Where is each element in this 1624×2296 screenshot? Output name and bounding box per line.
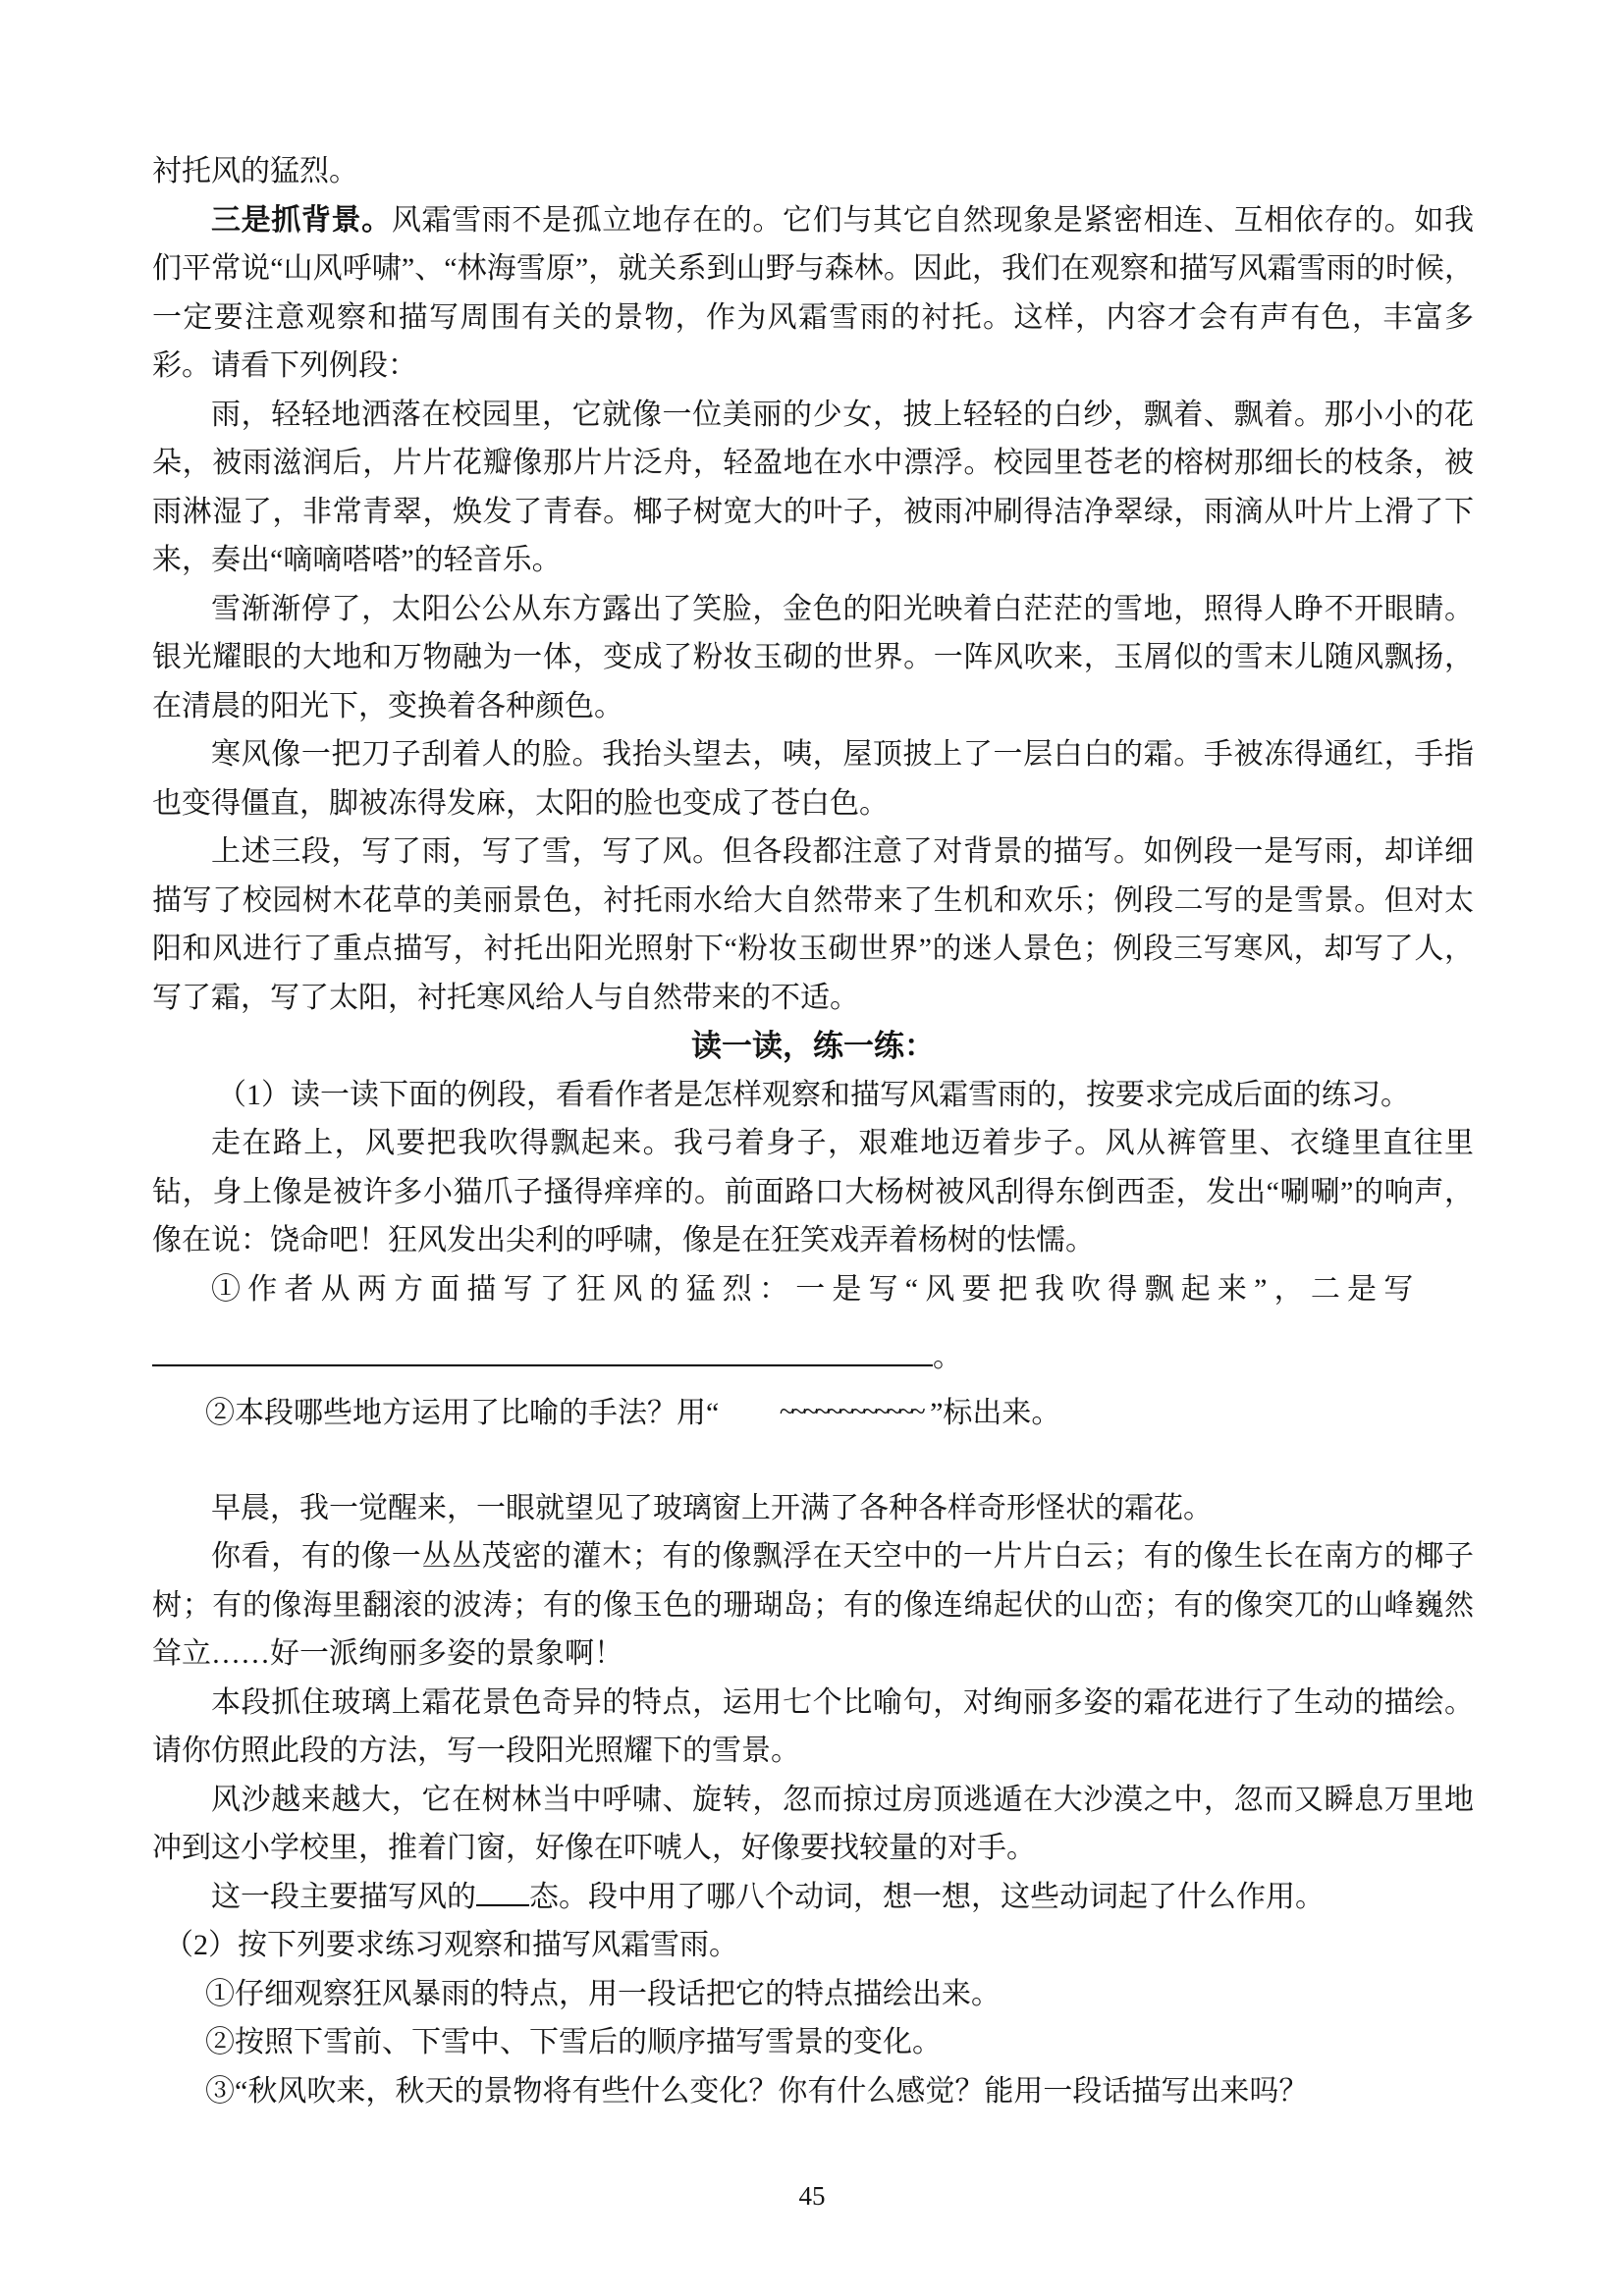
question-1-sub2-pre: ②本段哪些地方运用了比喻的手法？用“ <box>205 1397 727 1429</box>
frost-comment-paragraph: 本段抓住玻璃上霜花景色奇异的特点，运用七个比喻句，对绚丽多姿的霜花进行了生动的描绘。请你仿照此段的方法，写一段阳光照耀下的雪景。 <box>152 1685 1474 1767</box>
section-three-paragraph <box>152 196 1474 391</box>
verbs-question-row <box>152 1873 1474 1922</box>
question-1-intro: （1）读一读下面的例段，看看作者是怎样观察和描写风霜雪雨的，按要求完成后面的练习。 <box>217 1078 1410 1111</box>
question-1-passage: 走在路上，风要把我吹得飘起来。我弓着身子，艰难地迈着步子。风从裤管里、衣缝里直往里钻，身上像是被许多小猫爪子搔得痒痒的。前面路口大杨树被风刮得东倒西歪，发出“唰唰”的响声，像在说：饶命吧！狂风发出尖利的呼啸，像是在狂笑戏弄着杨树的怯懦。 <box>152 1127 1474 1256</box>
question-2-intro: （2）按下列要求练习观察和描写风霜雪雨。 <box>164 1929 738 1961</box>
frost-passage-line2: 你看，有的像一丛丛茂密的灌木；有的像飘浮在天空中的一片片白云；有的像生长在南方的椰子树；有的像海里翻滚的波涛；有的像玉色的珊瑚岛；有的像连绵起伏的山峦；有的像突兀的山峰巍然耸立……好一派绚丽多姿的景象啊！ <box>152 1540 1474 1670</box>
page-number: 45 <box>798 2181 826 2211</box>
summary-paragraph: 上述三段，写了雨，写了雪，写了风。但各段都注意了对背景的描写。如例段一是写雨，却详细描写了校园树木花草的美丽景色，衬托雨水给大自然带来了生机和欢乐；例段二写的是雪景。但对太阳和风进行了重点描写，衬托出阳光照射下“粉妆玉砌世界”的迷人景色；例段三写寒风，却写了人，写了霜，写了太阳，衬托寒风给人与自然带来的不适。 <box>152 835 1474 1014</box>
practice-heading: 读一读，练一练： <box>691 1029 935 1063</box>
sandstorm-passage: 风沙越来越大，它在树林当中呼啸、旋转，忽而掠过房顶逃遁在大沙漠之中，忽而又瞬息万里地冲到这小学校里，推着门窗，好像在吓唬人，好像要找较量的对手。 <box>152 1783 1474 1864</box>
question-2-sub3: ③“秋风吹来，秋天的景物将有些什么变化？你有什么感觉？能用一段话描写出来吗？ <box>205 2074 1309 2108</box>
frost-passage-line1: 早晨，我一觉醒来，一眼就望见了玻璃窗上开满了各种各样奇形怪状的霜花。 <box>211 1491 1213 1524</box>
answer-blank-line <box>152 1335 933 1366</box>
question-2-sub2: ②按照下雪前、下雪中、下雪后的顺序描写雪景的变化。 <box>205 2026 942 2058</box>
question-1-sub1: ①作者从两方面描写了狂风的猛烈：一是写“风要把我吹得飘起来”，二是写 <box>211 1272 1421 1306</box>
paragraph-continuation: 衬托风的猛烈。 <box>152 155 358 187</box>
question-1-sub2 <box>152 1389 1474 1439</box>
fill-in-blank-short <box>476 1877 529 1906</box>
question-1-sub2-post: ”标出来。 <box>922 1397 1061 1429</box>
verbs-question-pre: 这一段主要描写风的 <box>211 1880 476 1913</box>
blank-line-spacer <box>152 1439 1474 1484</box>
wavy-underline-mark: ~~~~~~~~~~~~ <box>779 1397 923 1427</box>
page-content <box>152 147 1474 2115</box>
section-three-heading: 三是抓背景。 <box>211 203 392 237</box>
example-paragraph-wind: 寒风像一把刀子刮着人的脸。我抬头望去，咦，屋顶披上了一层白白的霜。手被冻得通红，手指也变得僵直，脚被冻得发麻，太阳的脸也变成了苍白色。 <box>152 738 1474 820</box>
example-paragraph-snow: 雪渐渐停了，太阳公公从东方露出了笑脸，金色的阳光映着白茫茫的雪地，照得人睁不开眼睛。银光耀眼的大地和万物融为一体，变成了粉妆玉砌的世界。一阵风吹来，玉屑似的雪末儿随风飘扬，在清晨的阳光下，变换着各种颜色。 <box>152 592 1474 722</box>
example-paragraph-rain: 雨，轻轻地洒落在校园里，它就像一位美丽的少女，披上轻轻的白纱，飘着、飘着。那小小的花朵，被雨滋润后，片片花瓣像那片片泛舟，轻盈地在水中漂浮。校园里苍老的榕树那细长的枝条，被雨淋湿了，非常青翠，焕发了青春。椰子树宽大的叶子，被雨冲刷得洁净翠绿，雨滴从叶片上滑了下来，奏出“嘀嘀嗒嗒”的轻音乐。 <box>152 398 1474 576</box>
section-three-body: 风霜雪雨不是孤立地存在的。它们与其它自然现象是紧密相连、互相依存的。如我们平常说“山风呼啸”、“林海雪原”，就关系到山野与森林。因此，我们在观察和描写风霜雪雨的时候，一定要注意观察和描写周围有关的景物，作为风霜雪雨的衬托。这样，内容才会有声有色，丰富多彩。请看下列例段： <box>152 203 1475 382</box>
answer-blank-period: 。 <box>933 1341 962 1373</box>
answer-blank-row <box>152 1335 1474 1377</box>
verbs-question-post: 态。段中用了哪八个动词，想一想，这些动词起了什么作用。 <box>529 1880 1325 1913</box>
question-2-sub1: ①仔细观察狂风暴雨的特点，用一段话把它的特点描绘出来。 <box>205 1977 1001 2010</box>
